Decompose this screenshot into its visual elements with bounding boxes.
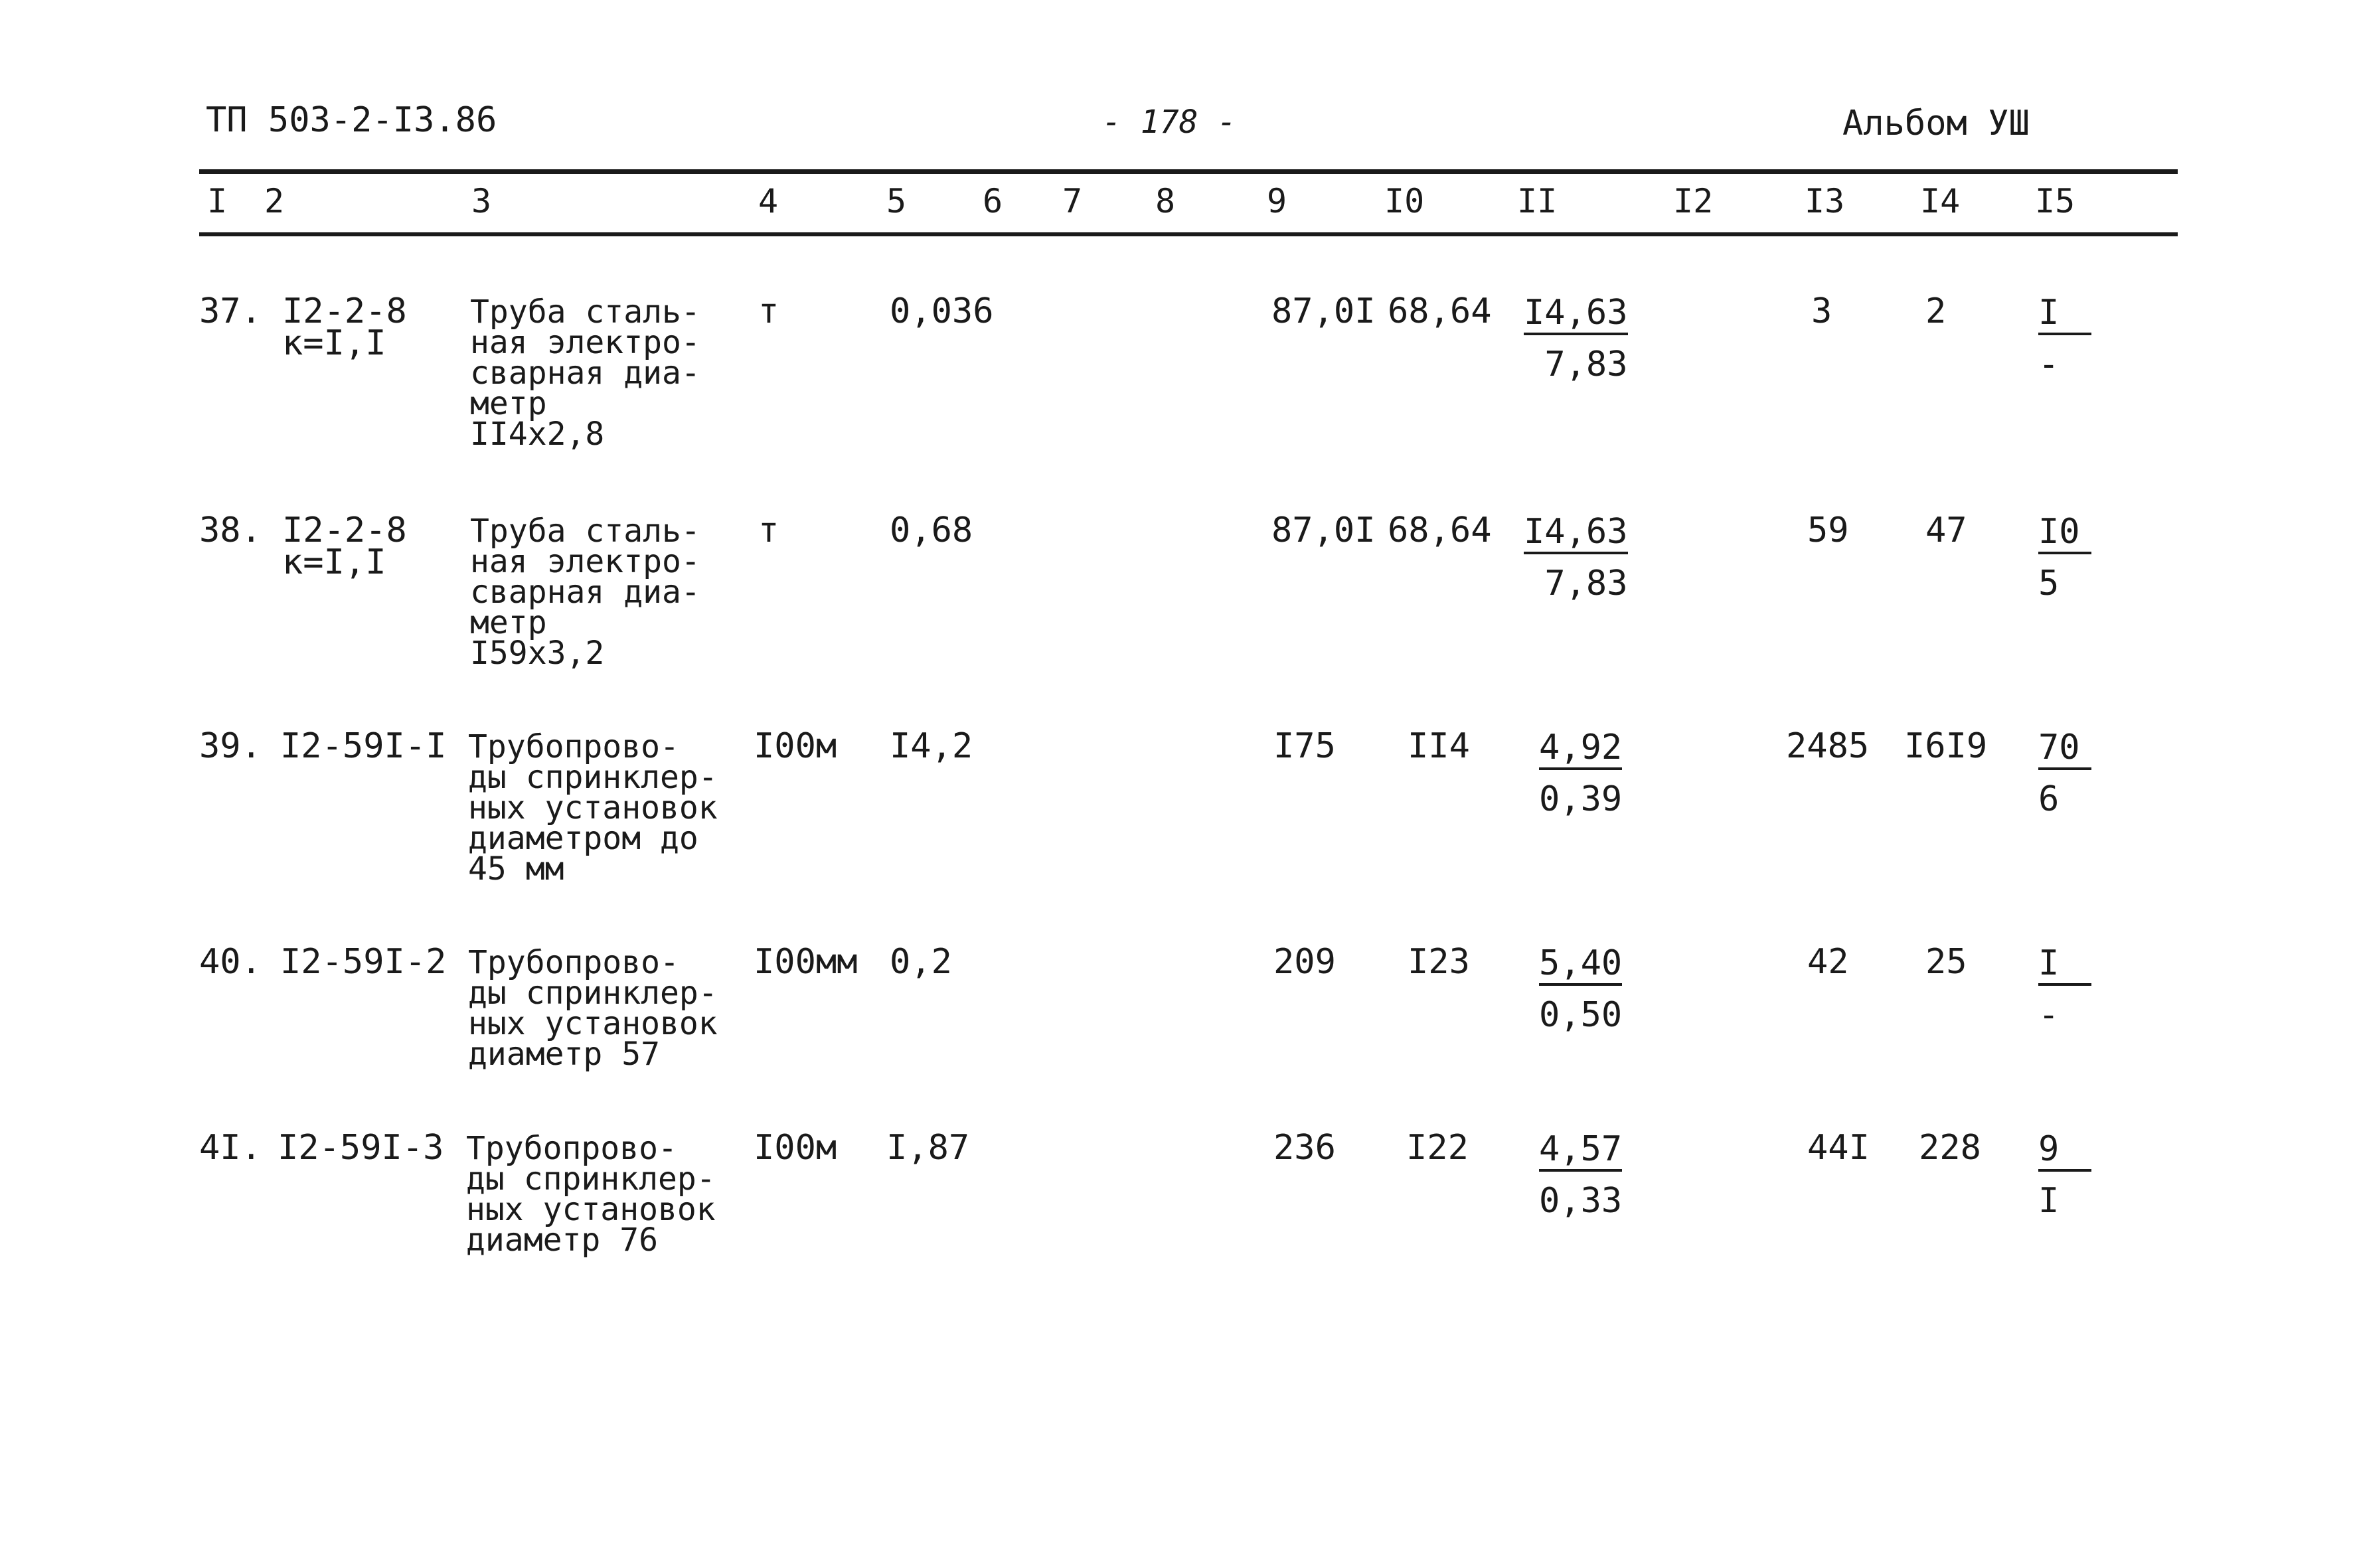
column-9-value: 87,0I	[1271, 510, 1376, 550]
column-number: I2	[1673, 182, 1714, 220]
column-13-value: 44I	[1807, 1128, 1870, 1168]
unit: т	[758, 291, 779, 331]
fraction-numerator: 5,40	[1539, 946, 1622, 986]
norm-code: I2-59I-2	[280, 942, 447, 982]
item-name: Трубопрово- ды спринклер- ных установок диаметром до 45 мм	[468, 728, 718, 888]
quantity: I4,2	[890, 726, 973, 766]
column-number: 6	[983, 182, 1003, 220]
column-number: 3	[471, 182, 492, 220]
unit: I00м	[754, 726, 837, 766]
column-10-value: I22	[1406, 1128, 1469, 1168]
fraction-denominator: 5	[2038, 564, 2060, 603]
column-11-fraction	[1539, 1129, 1623, 1221]
column-number: 8	[1155, 182, 1176, 220]
column-number: I4	[1920, 182, 1961, 220]
column-11-fraction	[1539, 730, 1622, 817]
fraction-numerator: 70	[2038, 730, 2091, 770]
column-14-value: 25	[1925, 942, 1967, 982]
row-number: 38.	[199, 510, 262, 550]
quantity: I,87	[886, 1128, 970, 1168]
norm-coefficient: к=I,I	[282, 323, 386, 363]
column-number: 9	[1267, 182, 1287, 220]
album-label: Альбом УШ	[1842, 104, 2030, 143]
row-number: 39.	[199, 726, 262, 766]
row-number: 37.	[199, 291, 262, 331]
column-10-value: I23	[1408, 942, 1470, 982]
column-13-value: 42	[1807, 942, 1849, 982]
column-9-value: 87,0I	[1271, 291, 1376, 331]
fraction-denominator: 0,39	[1539, 779, 1623, 819]
unit: I00мм	[754, 942, 858, 982]
table-top-rule	[199, 169, 2178, 174]
row-number: 4I.	[199, 1128, 262, 1168]
fraction-denominator: -	[2038, 995, 2060, 1035]
item-name: Труба сталь- ная электро- сварная диа- метр II4х2,8	[470, 293, 700, 453]
fraction-numerator: I4,63	[1524, 295, 1628, 335]
column-9-value: I75	[1273, 726, 1336, 766]
row-number: 40.	[199, 942, 262, 982]
document-code: ТП 503-2-I3.86	[206, 100, 497, 140]
column-10-value: 68,64	[1388, 291, 1492, 331]
fraction-numerator: 9	[2038, 1132, 2091, 1172]
column-15-fraction	[2038, 295, 2091, 382]
column-15-fraction	[2038, 514, 2091, 601]
column-number: 7	[1062, 182, 1083, 220]
item-name: Трубопрово- ды спринклер- ных установок диаметр 76	[466, 1130, 716, 1259]
column-15-fraction	[2038, 1129, 2091, 1221]
column-15-fraction	[2038, 730, 2091, 817]
fraction-denominator: 7,83	[1544, 564, 1628, 603]
column-number: II	[1517, 182, 1558, 220]
column-number: 4	[758, 182, 779, 220]
column-14-value: I6I9	[1904, 726, 1988, 766]
fraction-denominator: 0,50	[1539, 995, 1623, 1035]
column-14-value: 228	[1919, 1128, 1981, 1168]
column-number: 5	[886, 182, 907, 220]
column-9-value: 209	[1273, 942, 1336, 982]
column-number: I5	[2035, 182, 2075, 220]
fraction-numerator: 4,92	[1539, 730, 1622, 770]
column-13-value: 2485	[1786, 726, 1870, 766]
fraction-denominator: 0,33	[1539, 1181, 1623, 1221]
column-10-value: 68,64	[1388, 510, 1492, 550]
item-name: Труба сталь- ная электро- сварная диа- метр I59х3,2	[470, 512, 700, 672]
quantity: 0,2	[890, 942, 952, 982]
column-13-value: 3	[1811, 291, 1832, 331]
item-name: Трубопрово- ды спринклер- ных установок диаметр 57	[468, 944, 718, 1073]
fraction-numerator: 4,57	[1539, 1132, 1622, 1172]
fraction-numerator: I0	[2038, 514, 2091, 554]
fraction-denominator: 6	[2038, 779, 2060, 819]
quantity: 0,036	[890, 291, 994, 331]
norm-code: I2-59I-I	[280, 726, 447, 766]
column-15-fraction	[2038, 943, 2091, 1035]
norm-code: I2-2-8	[282, 510, 407, 550]
norm-code: I2-59I-3	[278, 1128, 444, 1168]
fraction-denominator: 7,83	[1544, 345, 1628, 384]
column-9-value: 236	[1273, 1128, 1336, 1168]
fraction-denominator: -	[2038, 345, 2060, 384]
column-14-value: 2	[1925, 291, 1947, 331]
column-14-value: 47	[1925, 510, 1967, 550]
column-number: I0	[1384, 182, 1425, 220]
fraction-numerator: I4,63	[1524, 514, 1628, 554]
unit: I00м	[754, 1128, 837, 1168]
fraction-denominator: I	[2038, 1181, 2060, 1221]
column-11-fraction	[1539, 943, 1623, 1035]
column-11-fraction	[1524, 514, 1628, 601]
norm-coefficient: к=I,I	[282, 542, 386, 582]
column-number: I	[207, 182, 228, 220]
norm-code: I2-2-8	[282, 291, 407, 331]
fraction-numerator: I	[2038, 295, 2091, 335]
table-header-rule	[199, 232, 2178, 236]
fraction-numerator: I	[2038, 946, 2091, 986]
quantity: 0,68	[890, 510, 973, 550]
column-number: I3	[1805, 182, 1845, 220]
column-number: 2	[264, 182, 285, 220]
column-11-fraction	[1524, 295, 1628, 382]
column-10-value: II4	[1408, 726, 1470, 766]
unit: т	[758, 510, 779, 550]
column-13-value: 59	[1807, 510, 1849, 550]
page-number: - 178 -	[1102, 104, 1237, 141]
